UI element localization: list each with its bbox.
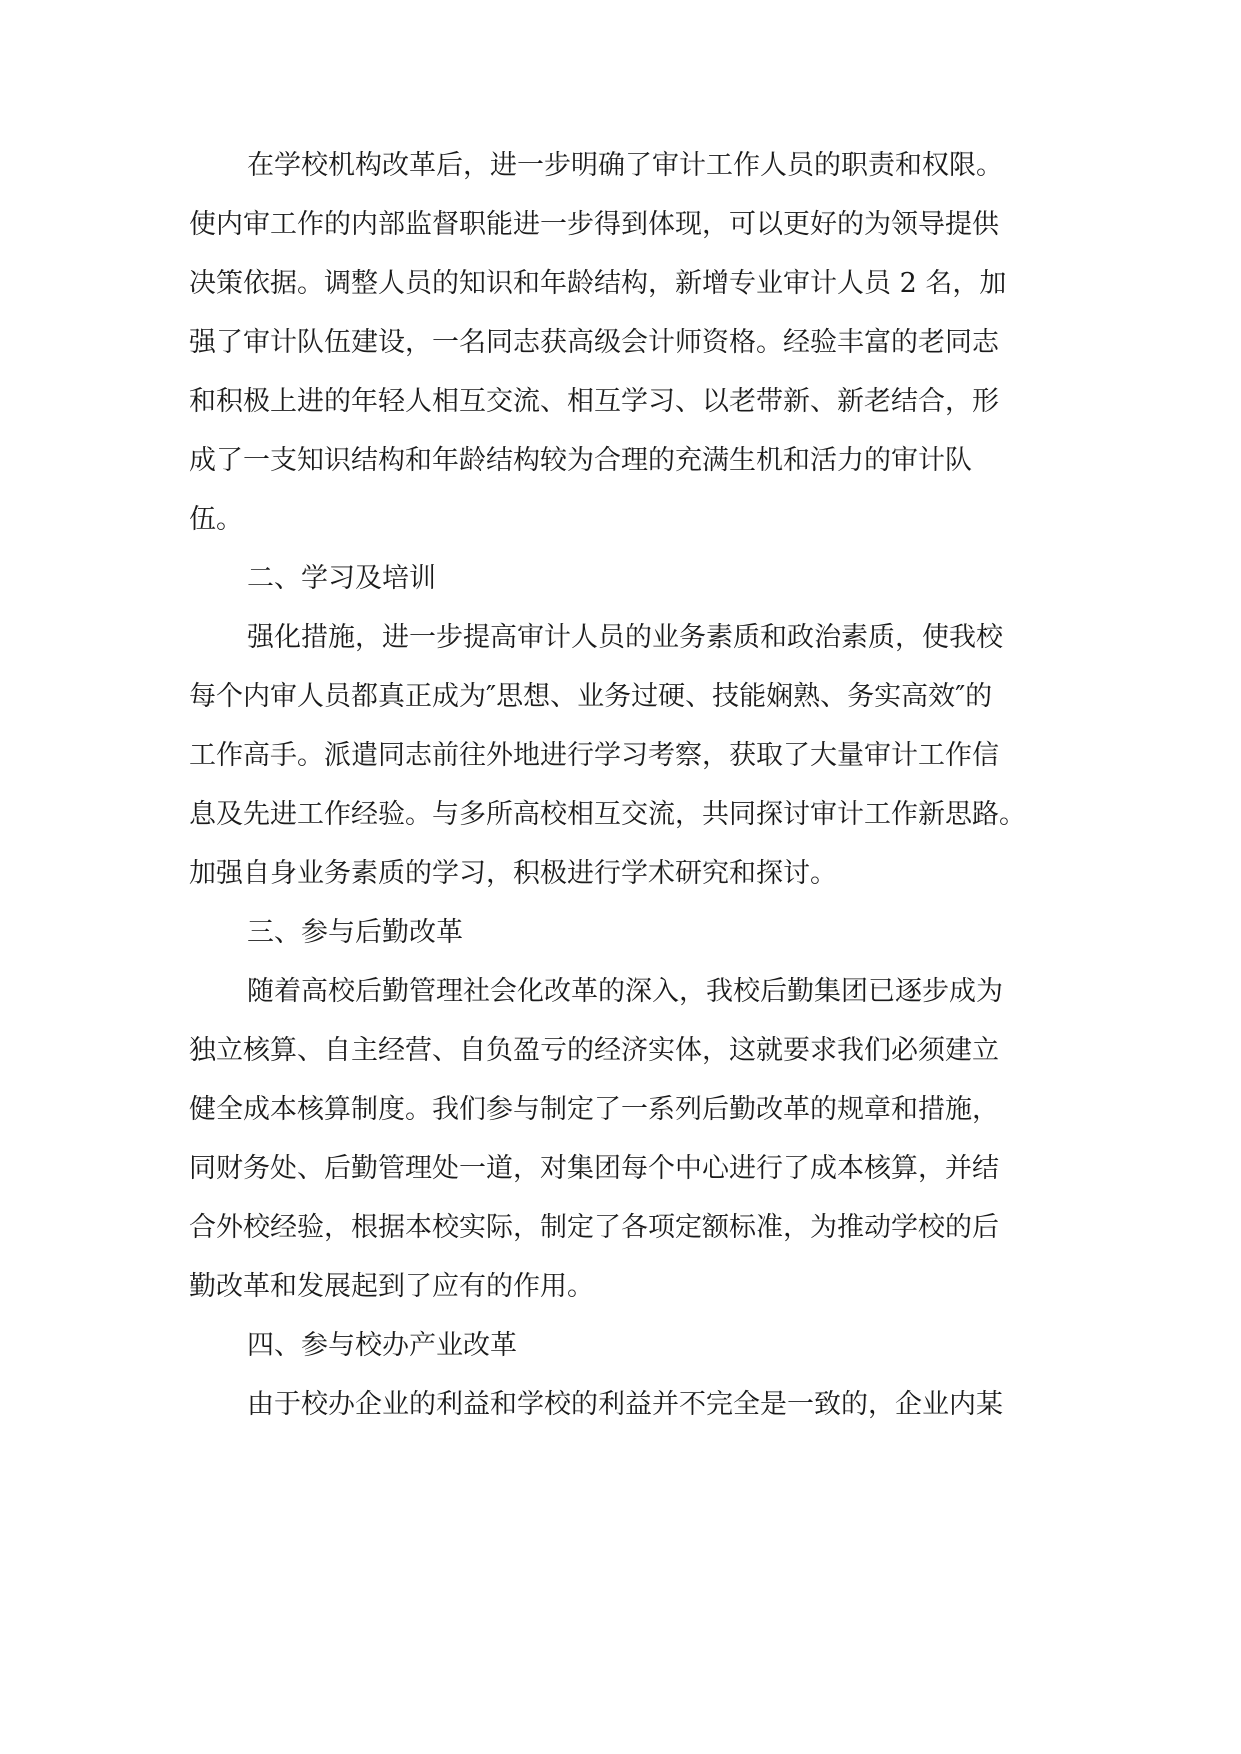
text-line: 强化措施，进一步提高审计人员的业务素质和政治素质，使我校 [247, 622, 1003, 653]
text-line: 勤改革和发展起到了应有的作用。 [189, 1271, 594, 1302]
text-line: 合外校经验，根据本校实际，制定了各项定额标准，为推动学校的后 [189, 1212, 999, 1243]
text-line: 息及先进工作经验。与多所高校相互交流，共同探讨审计工作新思路。 [189, 799, 1026, 830]
text-line: 强了审计队伍建设，一名同志获高级会计师资格。经验丰富的老同志 [189, 327, 999, 358]
text-line: 决策依据。调整人员的知识和年龄结构，新增专业审计人员 2 名，加 [189, 268, 1007, 299]
text-line: 每个内审人员都真正成为″思想、业务过硬、技能娴熟、务实高效″的 [189, 681, 993, 712]
text-line: 同财务处、后勤管理处一道，对集团每个中心进行了成本核算，并结 [189, 1153, 999, 1184]
text-line: 和积极上进的年轻人相互交流、相互学习、以老带新、新老结合，形 [189, 386, 999, 417]
text-line: 随着高校后勤管理社会化改革的深入，我校后勤集团已逐步成为 [247, 976, 1003, 1007]
text-line: 加强自身业务素质的学习，积极进行学术研究和探讨。 [189, 858, 837, 889]
section-heading: 四、参与校办产业改革 [247, 1330, 517, 1361]
section-heading: 二、学习及培训 [247, 563, 436, 594]
section-heading: 三、参与后勤改革 [247, 917, 463, 948]
text-line: 伍。 [189, 504, 243, 535]
text-line: 健全成本核算制度。我们参与制定了一系列后勤改革的规章和措施， [189, 1094, 999, 1125]
text-line: 由于校办企业的利益和学校的利益并不完全是一致的，企业内某 [247, 1389, 1003, 1420]
text-line: 在学校机构改革后，进一步明确了审计工作人员的职责和权限。 [247, 150, 1003, 181]
text-line: 使内审工作的内部监督职能进一步得到体现，可以更好的为领导提供 [189, 209, 999, 240]
text-line: 成了一支知识结构和年龄结构较为合理的充满生机和活力的审计队 [189, 445, 972, 476]
text-line: 独立核算、自主经营、自负盈亏的经济实体，这就要求我们必须建立 [189, 1035, 999, 1066]
text-line: 工作高手。派遣同志前往外地进行学习考察，获取了大量审计工作信 [189, 740, 999, 771]
